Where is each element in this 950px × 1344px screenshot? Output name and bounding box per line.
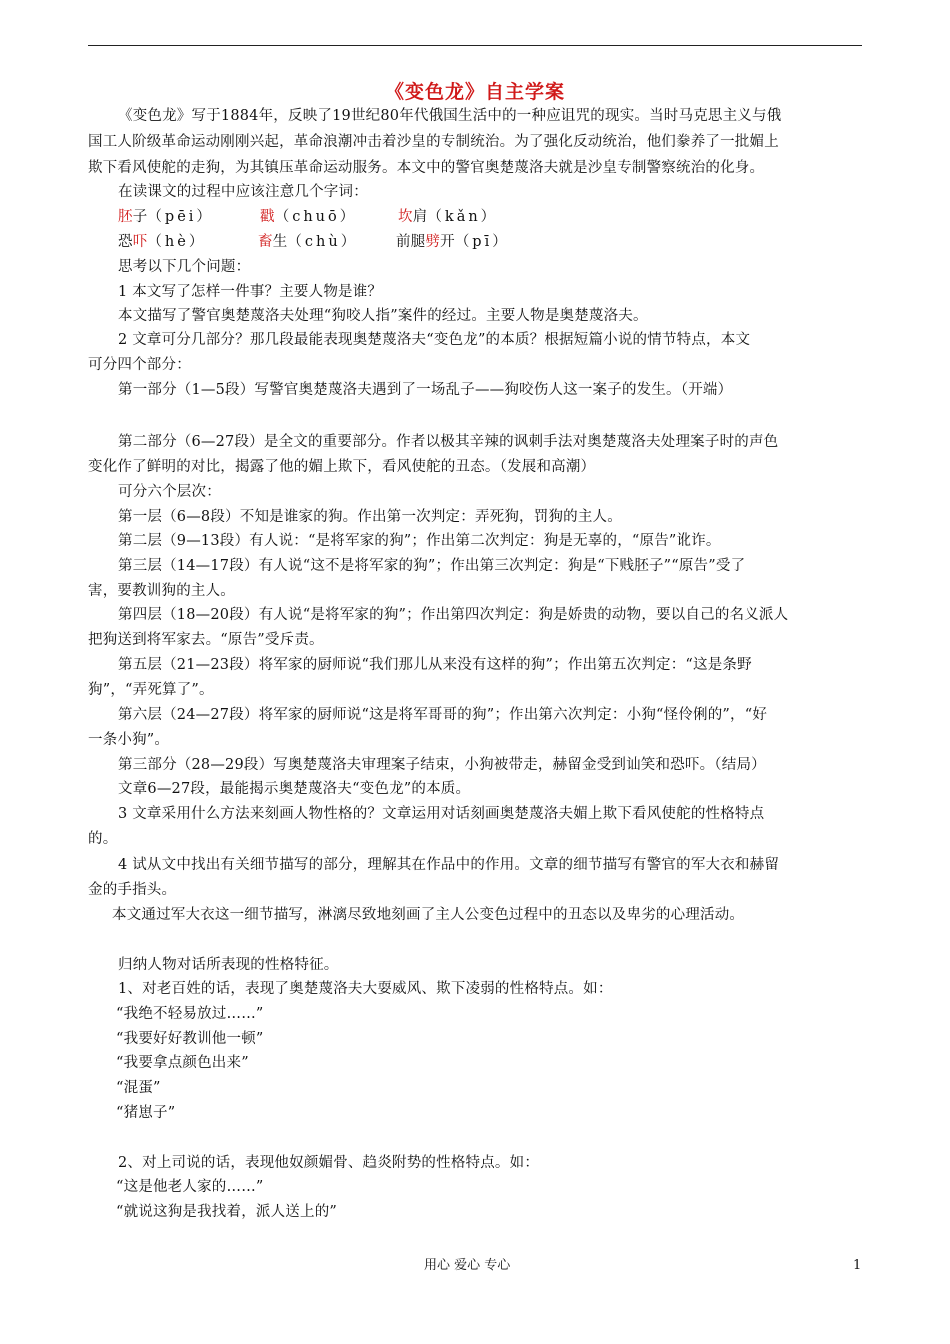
question-3-line-2: 的。 — [88, 831, 118, 847]
level-5-line-1: 第五层（21—23段）将军家的厨师说“我们那儿从来没有这样的狗”；作出第五次判定：“这是条野 — [118, 657, 752, 673]
document-title: 《变色龙》自主学案 — [384, 81, 565, 103]
vocab-pinyin: （chù） — [287, 234, 359, 250]
vocab-char: 吓 — [132, 234, 148, 250]
answer-1: 本文描写了警官奥楚蔑洛夫处理“狗咬人指”案件的经过。主要人物是奥楚蔑洛夫。 — [118, 308, 648, 324]
question-3-line-1: 3 文章采用什么方法来刻画人物性格的？文章运用对话刻画奥楚蔑洛夫媚上欺下看风使舵的性格特点 — [118, 806, 765, 822]
vocab-pinyin: （chuō） — [274, 209, 358, 225]
vocab-heading: 在读课文的过程中应该注意几个字词： — [118, 184, 368, 200]
question-1: 1 本文写了怎样一件事？主要人物是谁？ — [118, 284, 383, 300]
question-2-line-1: 2 文章可分几部分？那几段最能表现奥楚蔑洛夫“变色龙”的本质？根据短篇小说的情节特点，本文 — [118, 332, 751, 348]
quote-line: “我要好好教训他一顿” — [116, 1031, 264, 1047]
quote-line: “这是他老人家的……” — [116, 1179, 264, 1195]
question-4-line-1: 4 试从文中找出有关细节描写的部分，理解其在作品中的作用。文章的细节描写有警官的军大衣和赫留 — [118, 857, 780, 873]
vocab-item: 坎肩（kǎn） — [398, 209, 499, 225]
vocab-char: 坎 — [398, 209, 413, 225]
level-4-line-2: 把狗送到将军家去。“原告”受斥责。 — [88, 632, 324, 648]
quote-line: “我要拿点颜色出来” — [116, 1055, 249, 1071]
summary-1: 1、对老百姓的话，表现了奥楚蔑洛夫大耍威风、欺下凌弱的性格特点。如： — [118, 981, 613, 997]
vocab-pinyin: （pī） — [454, 234, 510, 250]
part-3: 第三部分（28—29段）写奥楚蔑洛夫审理案子结束，小狗被带走，赫留金受到讪笑和恐吓。（结局） — [118, 757, 766, 773]
part-2-line-2: 变化作了鲜明的对比，揭露了他的媚上欺下，看风使舵的丑态。（发展和高潮） — [88, 459, 596, 475]
six-levels-heading: 可分六个层次： — [118, 484, 221, 500]
vocab-char: 劈 — [425, 234, 441, 250]
detail-paragraph: 本文通过军大衣这一细节描写，淋漓尽致地刻画了主人公变色过程中的丑态以及卑劣的心理活动。 — [112, 907, 745, 923]
quote-line: “猪崽子” — [116, 1105, 176, 1121]
level-4-line-1: 第四层（18—20段）有人说“是将军家的狗”；作出第四次判定：狗是娇贵的动物，要以自己的名义派人 — [118, 607, 789, 623]
summary-heading: 归纳人物对话所表现的性格特征。 — [118, 957, 339, 973]
intro-line-3: 欺下看风使舵的走狗，为其镇压革命运动服务。本文中的警官奥楚蔑洛夫就是沙皇专制警察统治的化身。 — [88, 160, 765, 176]
vocab-item: 畜生（chù） — [258, 234, 359, 250]
level-5-line-2: 狗”，“弄死算了”。 — [88, 682, 214, 698]
intro-line-2: 国工人阶级革命运动刚刚兴起，革命浪潮冲击着沙皇的专制统治。为了强化反动统治，他们豢养了一批媚上 — [88, 134, 779, 150]
vocab-pinyin: （pēi） — [147, 209, 214, 225]
vocab-item — [260, 207, 357, 227]
level-6-line-2: 一条小狗”。 — [88, 732, 170, 748]
vocab-char: 胚 — [118, 209, 133, 225]
question-4-line-2: 金的手指头。 — [88, 882, 177, 898]
vocab-item: 恐吓（hè） — [118, 234, 207, 250]
level-3-line-2: 害，要教训狗的主人。 — [88, 583, 235, 599]
footer-motto: 用心 爱心 专心 — [424, 1258, 511, 1273]
think-heading: 思考以下几个问题： — [118, 259, 251, 275]
level-6-line-1: 第六层（24—27段）将军家的厨师说“这是将军哥哥的狗”；作出第六次判定：小狗“怪伶俐的”，“好 — [118, 707, 768, 723]
quote-line: “就说这狗是我找着，派人送上的” — [116, 1204, 338, 1220]
quote-line: “混蛋” — [116, 1080, 161, 1096]
quote-line: “我绝不轻易放过……” — [116, 1006, 264, 1022]
part-2-line-1: 第二部分（6—27段）是全文的重要部分。作者以极其辛辣的讽刺手法对奥楚蔑洛夫处理案子时的声色 — [118, 434, 779, 450]
intro-line-1: 《变色龙》写于1884年，反映了19世纪80年代俄国生活中的一种应诅咒的现实。当时马克思主义与俄 — [118, 108, 782, 124]
level-1: 第一层（6—8段）不知是谁家的狗。作出第一次判定：弄死狗，罚狗的主人。 — [118, 509, 622, 525]
vocab-pinyin: （kǎn） — [427, 209, 499, 225]
vocab-pinyin: （hè） — [147, 234, 207, 250]
vocab-char: 戳 — [260, 209, 275, 225]
vocab-char: 畜 — [258, 234, 273, 250]
page-number: 1 — [853, 1258, 862, 1273]
level-3-line-1: 第三层（14—17段）有人说“这不是将军家的狗”；作出第三次判定：狗是“下贱胚子”“原告”受了 — [118, 558, 746, 574]
level-2: 第二层（9—13段）有人说：“是将军家的狗”；作出第二次判定：狗是无辜的，“原告”讹诈。 — [118, 533, 721, 549]
vocab-item: 前腿劈开（pī） — [396, 234, 510, 250]
header-rule — [88, 45, 862, 46]
vocab-item: 胚子（pēi） — [118, 209, 214, 225]
question-2-line-2: 可分四个部分： — [88, 357, 191, 373]
key-paragraphs: 文章6—27段，最能揭示奥楚蔑洛夫“变色龙”的本质。 — [118, 781, 471, 797]
part-1: 第一部分（1—5段）写警官奥楚蔑洛夫遇到了一场乱子——狗咬伤人这一案子的发生。（开端） — [118, 382, 733, 398]
summary-2: 2、对上司说的话，表现他奴颜媚骨、趋炎附势的性格特点。如： — [118, 1155, 540, 1171]
